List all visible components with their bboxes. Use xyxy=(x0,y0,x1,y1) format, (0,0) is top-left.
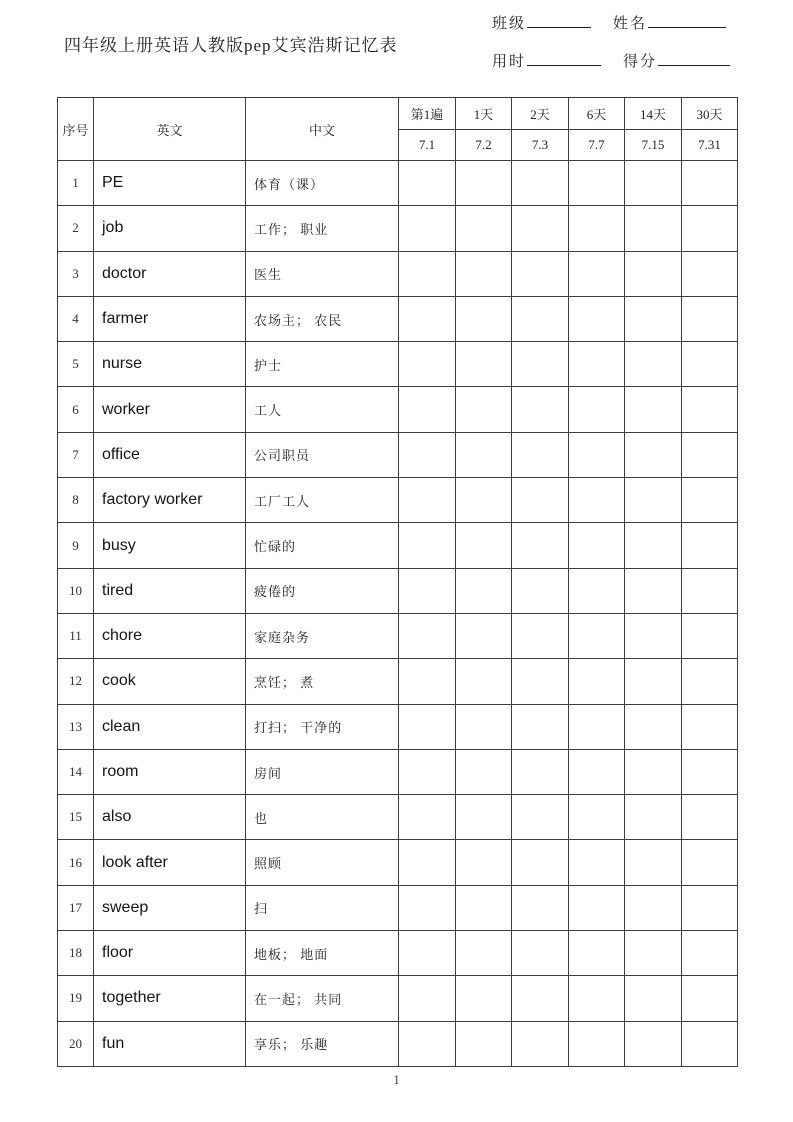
english-word: also xyxy=(94,795,246,840)
memory-table xyxy=(57,97,738,1067)
english-word: factory worker xyxy=(94,478,246,523)
check-cell-6 xyxy=(682,704,738,749)
check-cell-6 xyxy=(682,206,738,251)
vocab-row xyxy=(58,931,738,976)
row-number: 10 xyxy=(58,568,94,613)
vocab-row xyxy=(58,387,738,432)
vocab-row xyxy=(58,749,738,794)
check-cell-6 xyxy=(682,161,738,206)
check-cell-1 xyxy=(399,206,456,251)
check-cell-2 xyxy=(456,1021,512,1066)
english-word: doctor xyxy=(94,251,246,296)
check-cell-2 xyxy=(456,432,512,477)
header-row-labels xyxy=(58,98,738,130)
check-cell-3 xyxy=(512,613,569,658)
chinese-meaning: 烹饪； 煮 xyxy=(246,659,399,704)
check-cell-4 xyxy=(569,206,625,251)
check-cell-6 xyxy=(682,1021,738,1066)
row-number: 6 xyxy=(58,387,94,432)
check-cell-4 xyxy=(569,387,625,432)
english-word: cook xyxy=(94,659,246,704)
page-number: 1 xyxy=(393,1072,400,1087)
header-date-2: 7.2 xyxy=(456,129,512,161)
header-english: 英文 xyxy=(94,98,246,161)
check-cell-2 xyxy=(456,251,512,296)
check-cell-2 xyxy=(456,885,512,930)
check-cell-3 xyxy=(512,523,569,568)
header-date-5: 7.15 xyxy=(625,129,682,161)
check-cell-4 xyxy=(569,976,625,1021)
check-cell-1 xyxy=(399,523,456,568)
row-number: 15 xyxy=(58,795,94,840)
check-cell-3 xyxy=(512,568,569,613)
chinese-meaning: 医生 xyxy=(246,251,399,296)
row-number: 11 xyxy=(58,613,94,658)
info-row-1 xyxy=(492,12,742,36)
check-cell-3 xyxy=(512,795,569,840)
check-cell-5 xyxy=(625,885,682,930)
row-number: 16 xyxy=(58,840,94,885)
chinese-meaning: 也 xyxy=(246,795,399,840)
row-number: 2 xyxy=(58,206,94,251)
student-info-block xyxy=(492,12,742,88)
check-cell-4 xyxy=(569,342,625,387)
check-cell-2 xyxy=(456,296,512,341)
row-number: 9 xyxy=(58,523,94,568)
row-number: 19 xyxy=(58,976,94,1021)
chinese-meaning: 照顾 xyxy=(246,840,399,885)
chinese-meaning: 工厂工人 xyxy=(246,478,399,523)
chinese-meaning: 农场主； 农民 xyxy=(246,296,399,341)
check-cell-1 xyxy=(399,885,456,930)
check-cell-1 xyxy=(399,659,456,704)
header-review-4: 6天 xyxy=(569,98,625,130)
check-cell-1 xyxy=(399,387,456,432)
check-cell-3 xyxy=(512,342,569,387)
check-cell-3 xyxy=(512,840,569,885)
check-cell-5 xyxy=(625,478,682,523)
english-word: PE xyxy=(94,161,246,206)
check-cell-3 xyxy=(512,659,569,704)
check-cell-3 xyxy=(512,206,569,251)
class-label: 班级 xyxy=(492,16,527,32)
check-cell-2 xyxy=(456,704,512,749)
chinese-meaning: 工作； 职业 xyxy=(246,206,399,251)
check-cell-4 xyxy=(569,1021,625,1066)
score-label: 得分 xyxy=(623,54,658,70)
check-cell-5 xyxy=(625,523,682,568)
score-blank-line xyxy=(658,50,730,66)
check-cell-3 xyxy=(512,251,569,296)
check-cell-5 xyxy=(625,795,682,840)
chinese-meaning: 疲倦的 xyxy=(246,568,399,613)
check-cell-1 xyxy=(399,749,456,794)
header-review-1: 第1遍 xyxy=(399,98,456,130)
header-review-3: 2天 xyxy=(512,98,569,130)
check-cell-2 xyxy=(456,749,512,794)
english-word: sweep xyxy=(94,885,246,930)
check-cell-4 xyxy=(569,840,625,885)
row-number: 18 xyxy=(58,931,94,976)
check-cell-2 xyxy=(456,568,512,613)
check-cell-3 xyxy=(512,1021,569,1066)
chinese-meaning: 工人 xyxy=(246,387,399,432)
header-date-4: 7.7 xyxy=(569,129,625,161)
vocab-row xyxy=(58,251,738,296)
chinese-meaning: 公司职员 xyxy=(246,432,399,477)
check-cell-1 xyxy=(399,1021,456,1066)
chinese-meaning: 房间 xyxy=(246,749,399,794)
check-cell-5 xyxy=(625,1021,682,1066)
check-cell-5 xyxy=(625,704,682,749)
check-cell-3 xyxy=(512,296,569,341)
check-cell-6 xyxy=(682,659,738,704)
english-word: look after xyxy=(94,840,246,885)
english-word: farmer xyxy=(94,296,246,341)
check-cell-4 xyxy=(569,704,625,749)
chinese-meaning: 体育（课） xyxy=(246,161,399,206)
header-index: 序号 xyxy=(58,98,94,161)
check-cell-2 xyxy=(456,206,512,251)
check-cell-2 xyxy=(456,161,512,206)
vocab-row xyxy=(58,206,738,251)
check-cell-5 xyxy=(625,206,682,251)
check-cell-2 xyxy=(456,613,512,658)
vocab-row xyxy=(58,613,738,658)
chinese-meaning: 地板； 地面 xyxy=(246,931,399,976)
check-cell-1 xyxy=(399,931,456,976)
chinese-meaning: 扫 xyxy=(246,885,399,930)
time-used-label: 用时 xyxy=(492,54,527,70)
check-cell-3 xyxy=(512,931,569,976)
check-cell-6 xyxy=(682,885,738,930)
chinese-meaning: 在一起； 共同 xyxy=(246,976,399,1021)
check-cell-6 xyxy=(682,613,738,658)
check-cell-6 xyxy=(682,795,738,840)
english-word: room xyxy=(94,749,246,794)
check-cell-2 xyxy=(456,795,512,840)
row-number: 7 xyxy=(58,432,94,477)
vocab-row xyxy=(58,659,738,704)
info-row-2 xyxy=(492,50,742,74)
check-cell-6 xyxy=(682,523,738,568)
check-cell-2 xyxy=(456,342,512,387)
chinese-meaning: 享乐； 乐趣 xyxy=(246,1021,399,1066)
header-date-1: 7.1 xyxy=(399,129,456,161)
header-chinese: 中文 xyxy=(246,98,399,161)
english-word: fun xyxy=(94,1021,246,1066)
row-number: 12 xyxy=(58,659,94,704)
class-field xyxy=(492,12,591,33)
check-cell-5 xyxy=(625,432,682,477)
check-cell-2 xyxy=(456,840,512,885)
check-cell-2 xyxy=(456,478,512,523)
vocab-row xyxy=(58,432,738,477)
english-word: nurse xyxy=(94,342,246,387)
row-number: 8 xyxy=(58,478,94,523)
check-cell-1 xyxy=(399,342,456,387)
check-cell-5 xyxy=(625,568,682,613)
check-cell-1 xyxy=(399,161,456,206)
vocab-row xyxy=(58,840,738,885)
check-cell-1 xyxy=(399,795,456,840)
vocab-row xyxy=(58,161,738,206)
check-cell-6 xyxy=(682,568,738,613)
chinese-meaning: 护士 xyxy=(246,342,399,387)
row-number: 14 xyxy=(58,749,94,794)
check-cell-5 xyxy=(625,931,682,976)
check-cell-4 xyxy=(569,885,625,930)
check-cell-1 xyxy=(399,251,456,296)
check-cell-6 xyxy=(682,931,738,976)
check-cell-4 xyxy=(569,613,625,658)
row-number: 20 xyxy=(58,1021,94,1066)
vocab-row xyxy=(58,885,738,930)
check-cell-4 xyxy=(569,795,625,840)
page-title: 四年级上册英语人教版pep艾宾浩斯记忆表 xyxy=(64,36,398,55)
english-word: tired xyxy=(94,568,246,613)
check-cell-3 xyxy=(512,478,569,523)
check-cell-1 xyxy=(399,432,456,477)
check-cell-3 xyxy=(512,432,569,477)
check-cell-5 xyxy=(625,749,682,794)
english-word: chore xyxy=(94,613,246,658)
check-cell-5 xyxy=(625,161,682,206)
name-label: 姓名 xyxy=(613,16,648,32)
vocab-row xyxy=(58,342,738,387)
class-blank-line xyxy=(527,12,591,28)
chinese-meaning: 忙碌的 xyxy=(246,523,399,568)
time-used-field xyxy=(492,50,601,71)
check-cell-1 xyxy=(399,296,456,341)
score-field xyxy=(623,50,730,71)
check-cell-5 xyxy=(625,840,682,885)
check-cell-6 xyxy=(682,478,738,523)
check-cell-5 xyxy=(625,342,682,387)
check-cell-3 xyxy=(512,885,569,930)
check-cell-4 xyxy=(569,161,625,206)
check-cell-1 xyxy=(399,478,456,523)
check-cell-5 xyxy=(625,976,682,1021)
row-number: 13 xyxy=(58,704,94,749)
english-word: busy xyxy=(94,523,246,568)
check-cell-2 xyxy=(456,659,512,704)
row-number: 1 xyxy=(58,161,94,206)
check-cell-5 xyxy=(625,387,682,432)
chinese-meaning: 家庭杂务 xyxy=(246,613,399,658)
check-cell-3 xyxy=(512,976,569,1021)
header-review-2: 1天 xyxy=(456,98,512,130)
english-word: job xyxy=(94,206,246,251)
header-date-6: 7.31 xyxy=(682,129,738,161)
row-number: 17 xyxy=(58,885,94,930)
row-number: 5 xyxy=(58,342,94,387)
check-cell-5 xyxy=(625,251,682,296)
check-cell-4 xyxy=(569,432,625,477)
chinese-meaning: 打扫； 干净的 xyxy=(246,704,399,749)
check-cell-3 xyxy=(512,161,569,206)
english-word: office xyxy=(94,432,246,477)
check-cell-4 xyxy=(569,523,625,568)
check-cell-5 xyxy=(625,659,682,704)
check-cell-1 xyxy=(399,568,456,613)
vocab-row xyxy=(58,704,738,749)
check-cell-6 xyxy=(682,387,738,432)
check-cell-4 xyxy=(569,251,625,296)
check-cell-6 xyxy=(682,976,738,1021)
row-number: 3 xyxy=(58,251,94,296)
check-cell-6 xyxy=(682,342,738,387)
check-cell-4 xyxy=(569,931,625,976)
check-cell-3 xyxy=(512,749,569,794)
vocab-row xyxy=(58,523,738,568)
name-blank-line xyxy=(648,12,726,28)
check-cell-4 xyxy=(569,659,625,704)
check-cell-5 xyxy=(625,613,682,658)
vocab-row xyxy=(58,976,738,1021)
check-cell-6 xyxy=(682,840,738,885)
header-date-3: 7.3 xyxy=(512,129,569,161)
check-cell-2 xyxy=(456,931,512,976)
check-cell-1 xyxy=(399,704,456,749)
vocab-row xyxy=(58,478,738,523)
check-cell-5 xyxy=(625,296,682,341)
check-cell-1 xyxy=(399,840,456,885)
check-cell-2 xyxy=(456,387,512,432)
check-cell-4 xyxy=(569,749,625,794)
check-cell-1 xyxy=(399,976,456,1021)
time-used-blank-line xyxy=(527,50,601,66)
english-word: clean xyxy=(94,704,246,749)
english-word: together xyxy=(94,976,246,1021)
vocab-row xyxy=(58,1021,738,1066)
name-field xyxy=(613,12,726,33)
check-cell-4 xyxy=(569,568,625,613)
check-cell-4 xyxy=(569,478,625,523)
english-word: floor xyxy=(94,931,246,976)
header-review-5: 14天 xyxy=(625,98,682,130)
vocab-row xyxy=(58,296,738,341)
check-cell-6 xyxy=(682,432,738,477)
check-cell-3 xyxy=(512,704,569,749)
check-cell-6 xyxy=(682,296,738,341)
check-cell-2 xyxy=(456,523,512,568)
check-cell-4 xyxy=(569,296,625,341)
vocab-row xyxy=(58,568,738,613)
vocab-row xyxy=(58,795,738,840)
check-cell-2 xyxy=(456,976,512,1021)
check-cell-3 xyxy=(512,387,569,432)
row-number: 4 xyxy=(58,296,94,341)
check-cell-6 xyxy=(682,251,738,296)
check-cell-1 xyxy=(399,613,456,658)
check-cell-6 xyxy=(682,749,738,794)
english-word: worker xyxy=(94,387,246,432)
header-review-6: 30天 xyxy=(682,98,738,130)
